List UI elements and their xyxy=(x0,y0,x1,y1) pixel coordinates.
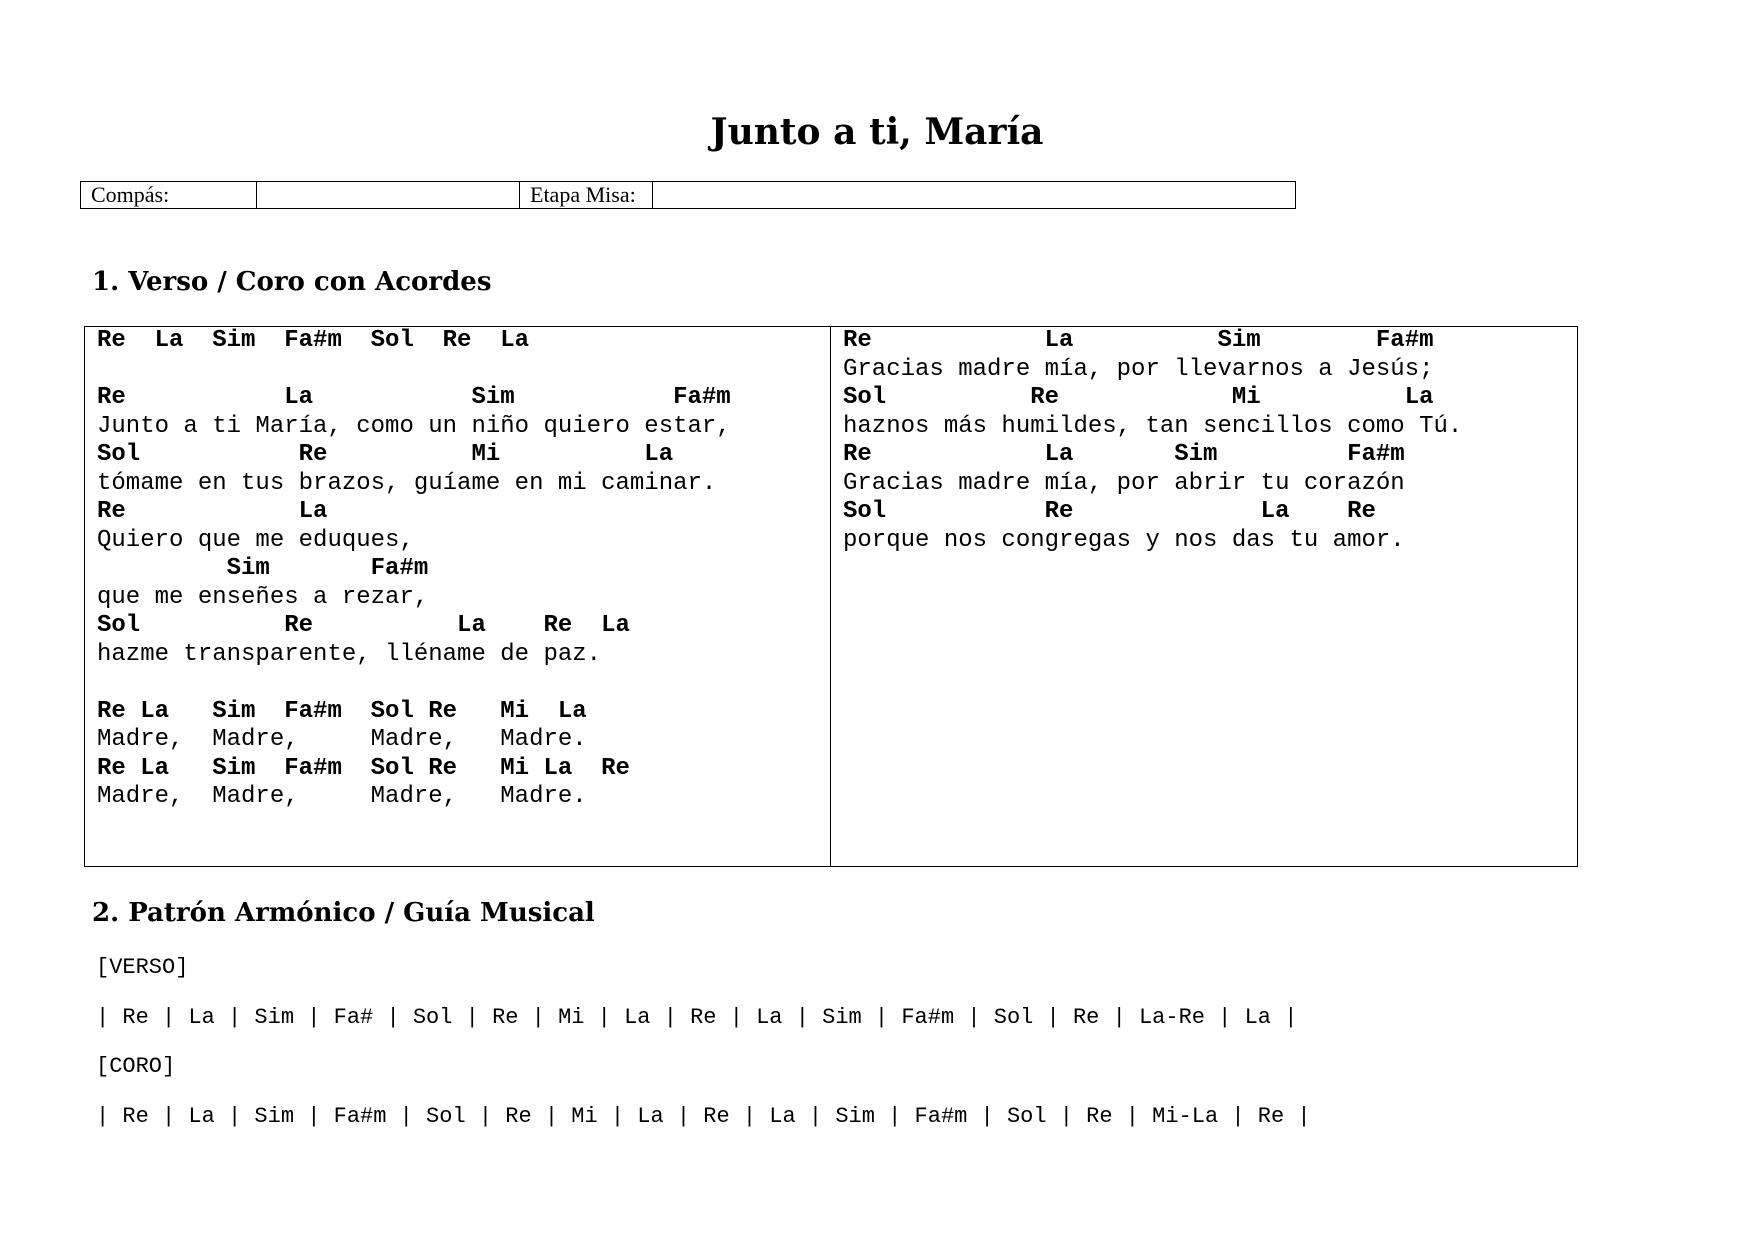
chord-line: Sol Re La Re xyxy=(843,498,1376,525)
chord-line: Re La Sim Fa#m Sol Re La xyxy=(97,327,530,354)
chord-line: Re La Sim Fa#m xyxy=(843,327,1434,354)
lyric-line: hazme transparente, lléname de paz. xyxy=(97,640,602,668)
lyric-line: haznos más humildes, tan sencillos como Tú. xyxy=(843,412,1463,440)
meta-row xyxy=(81,182,1296,209)
lyric-line: Madre, Madre, Madre, Madre. xyxy=(97,783,587,810)
chord-sheet-left-column xyxy=(85,327,831,866)
section-heading-verso-coro: 1. Verso / Coro con Acordes xyxy=(92,267,492,297)
compas-value xyxy=(257,182,520,209)
coro-chord-pattern: | Re | La | Sim | Fa#m | Sol | Re | Mi | La | Re | La | Sim | Fa#m | Sol | Re | Mi-La | Re | xyxy=(96,1104,1311,1129)
chord-sheet-right-column xyxy=(831,327,1577,866)
blank-line xyxy=(97,669,830,698)
verso-label: [VERSO] xyxy=(96,955,189,980)
lyric-line: que me enseñes a rezar, xyxy=(97,583,429,611)
lyric-line: Quiero que me eduques, xyxy=(97,526,414,554)
chord-line: Sol Re Mi La xyxy=(97,441,674,468)
chord-line: Sol Re La Re La xyxy=(97,612,630,639)
lyric-line: Gracias madre mía, por llevarnos a Jesús; xyxy=(843,355,1434,383)
chord-line: Re La Sim Fa#m xyxy=(843,441,1405,468)
document-title: Junto a ti, María xyxy=(710,111,1044,153)
etapa-misa-value xyxy=(653,182,1296,209)
meta-table xyxy=(80,181,1296,209)
chord-line: Sol Re Mi La xyxy=(843,384,1434,411)
chord-line: Sim Fa#m xyxy=(97,555,429,582)
chord-line: Re La Sim Fa#m Sol Re Mi La Re xyxy=(97,754,630,782)
compas-label: Compás: xyxy=(81,182,257,209)
lyric-line: tómame en tus brazos, guíame en mi caminar. xyxy=(97,469,717,497)
lyric-line: Gracias madre mía, por abrir tu corazón xyxy=(843,469,1405,497)
blank-line xyxy=(97,356,830,385)
lyric-line: Madre, Madre, Madre, Madre. xyxy=(97,726,587,753)
coro-label: [CORO] xyxy=(96,1054,176,1079)
chord-sheet-box xyxy=(84,326,1578,867)
verso-chord-pattern: | Re | La | Sim | Fa# | Sol | Re | Mi | La | Re | La | Sim | Fa#m | Sol | Re | La-Re | La | xyxy=(96,1005,1298,1030)
chord-line: Re La xyxy=(97,498,328,525)
section-heading-patron-armonico: 2. Patrón Armónico / Guía Musical xyxy=(92,898,595,928)
lyric-line: Junto a ti María, como un niño quiero estar, xyxy=(97,412,731,440)
lyric-line: porque nos congregas y nos das tu amor. xyxy=(843,526,1405,554)
etapa-misa-label: Etapa Misa: xyxy=(520,182,653,209)
chord-line: Re La Sim Fa#m xyxy=(97,384,731,411)
chord-line: Re La Sim Fa#m Sol Re Mi La xyxy=(97,697,587,725)
